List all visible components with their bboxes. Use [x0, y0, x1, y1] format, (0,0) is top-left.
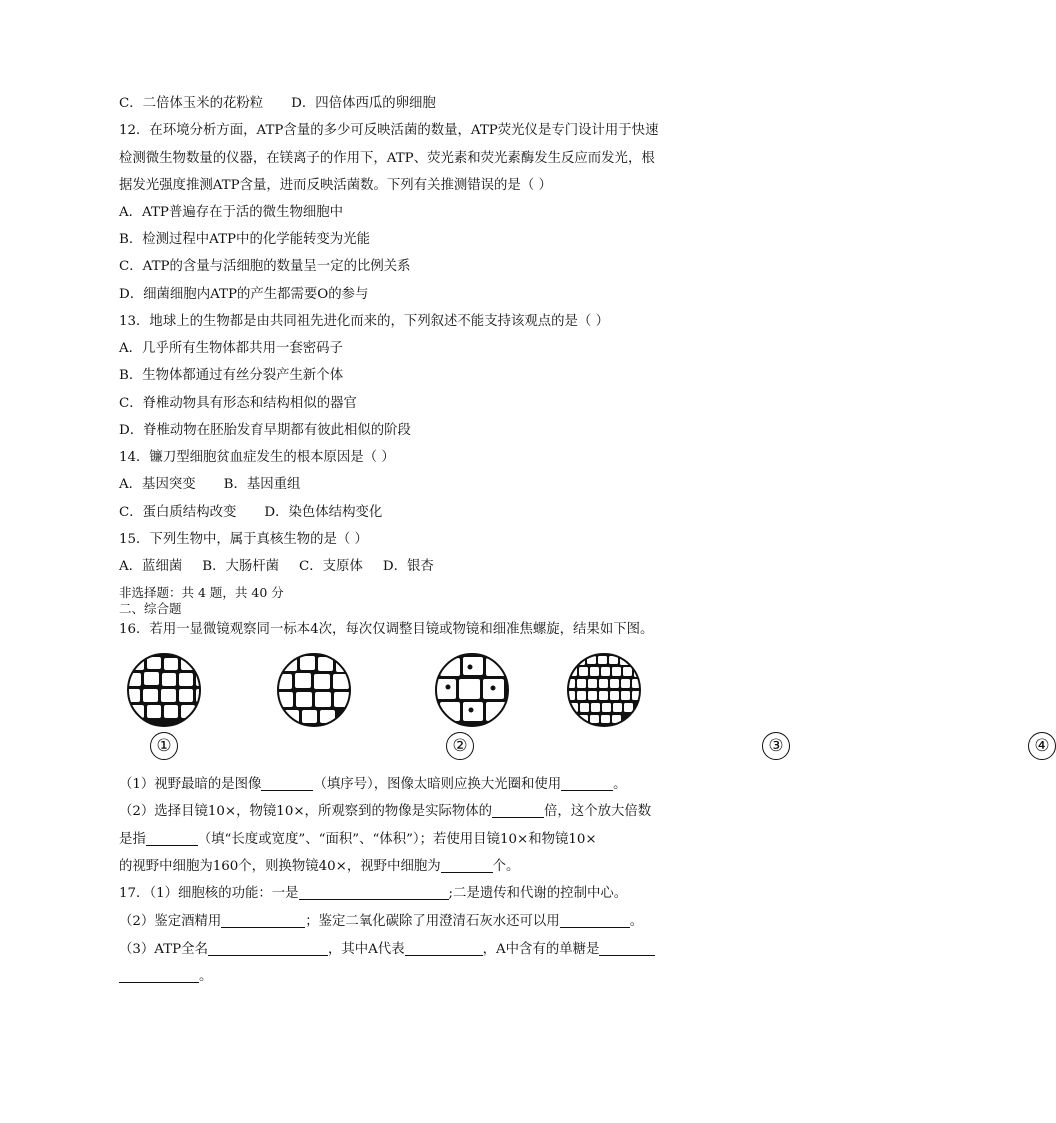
q12-stem-line-2: 检测微生物数量的仪器，在镁离子的作用下，ATP、荧光素和荧光素酶发生反应而发光，根 — [119, 151, 655, 166]
section-summary: 非选择题：共 4 题，共 40 分 — [119, 585, 284, 600]
q15-option-b: B．大肠杆菌 — [202, 559, 280, 574]
q16-p2-text-b: 倍，这个放大倍数 — [544, 804, 652, 819]
q17-p2-text-b: ；鉴定二氧化碳除了用澄清石灰水还可以用 — [305, 914, 560, 929]
q16-p2-text-c: 是指 — [119, 832, 146, 847]
q12-option-b: B．检测过程中ATP中的化学能转变为光能 — [119, 232, 370, 247]
q17-p2-blank-1[interactable] — [221, 913, 305, 928]
q11-option-d: D．四倍体西瓜的卵细胞 — [291, 96, 436, 111]
q16-part-1 — [119, 776, 627, 794]
q14-stem: 14．镰刀型细胞贫血症发生的根本原因是（ ） — [119, 450, 395, 465]
q16-p1-blank-2[interactable] — [561, 776, 613, 791]
q17-p1-text-a: 17．（1）细胞核的功能：一是 — [119, 886, 299, 901]
microscope-view-3 — [426, 652, 784, 756]
q16-p2-text-f: 个。 — [492, 859, 520, 874]
q17-part-2 — [119, 913, 643, 931]
q17-p3-text-c: ，A中含有的单糖是 — [482, 942, 600, 957]
section-heading: 二、综合题 — [119, 601, 182, 616]
q17-part-3 — [119, 941, 655, 959]
q16-p2-text-d: （填“长度或宽度”、“面积”、“体积”）；若使用目镜10×和物镜10× — [197, 832, 597, 847]
q17-p3-blank-3-continued[interactable] — [119, 968, 199, 983]
q14-option-b: B．基因重组 — [223, 477, 301, 492]
q15-options — [119, 558, 434, 576]
q13-option-c: C．脊椎动物具有形态和结构相似的器官 — [119, 396, 357, 411]
q17-p3-blank-1[interactable] — [208, 941, 328, 956]
q17-p2-text-a: （2）鉴定酒精用 — [119, 914, 222, 929]
q17-p3-text-d: 。 — [199, 969, 213, 984]
q17-p1-blank[interactable] — [299, 885, 449, 900]
q13-stem: 13．地球上的生物都是由共同祖先进化而来的，下列叙述不能支持该观点的是（ ） — [119, 314, 609, 329]
q17-p1-text-b: ;二是遗传和代谢的控制中心。 — [448, 886, 628, 901]
q17-p3-text-b: ，其中A代表 — [327, 942, 405, 957]
q15-option-d: D．银杏 — [382, 559, 434, 574]
q14-options-cd — [119, 504, 382, 522]
figure-label-1: ① — [150, 732, 178, 760]
q12-option-c: C．ATP的含量与活细胞的数量呈一定的比例关系 — [119, 259, 411, 274]
q17-part-1 — [119, 885, 627, 903]
q16-p1-blank-1[interactable] — [261, 776, 313, 791]
q16-p2-text-a: （2）选择目镜10×，物镜10×，所观察到的物像是实际物体的 — [119, 804, 493, 819]
q16-p1-text-a: （1）视野最暗的是图像 — [119, 777, 262, 792]
q11-option-c: C．二倍体玉米的花粉粒 — [119, 96, 264, 111]
q15-stem: 15．下列生物中，属于真核生物的是（ ） — [119, 532, 368, 547]
q17-p2-text-c: 。 — [629, 914, 644, 929]
microscope-view-1 — [118, 652, 210, 756]
q13-option-b: B．生物体都通过有丝分裂产生新个体 — [119, 368, 344, 383]
q16-p2-blank-2[interactable] — [146, 831, 198, 846]
q14-option-a: A．基因突变 — [119, 477, 196, 492]
q13-option-d: D．脊椎动物在胚胎发育早期都有彼此相似的阶段 — [119, 423, 411, 438]
q17-p3-text-a: （3）ATP全名 — [119, 942, 208, 957]
q12-option-d: D．细菌细胞内ATP的产生都需要O的参与 — [119, 287, 369, 302]
q16-p2-blank-3[interactable] — [441, 858, 493, 873]
q16-p1-text-c: 。 — [613, 777, 627, 792]
figure-label-4: ④ — [1028, 732, 1056, 760]
figure-label-3: ③ — [762, 732, 790, 760]
q16-p2-blank-1[interactable] — [492, 803, 544, 818]
q17-p3-blank-2[interactable] — [405, 941, 483, 956]
q17-part-3-continued — [119, 968, 212, 986]
q16-part-2-line-2 — [119, 831, 597, 849]
figure-label-2: ② — [446, 732, 474, 760]
q12-stem-line-1: 12．在环境分析方面，ATP含量的多少可反映活菌的数量，ATP荧光仪是专门设计用于快速 — [119, 123, 659, 138]
q15-option-c: C．支原体 — [299, 559, 363, 574]
q16-p1-text-b: （填序号），图像太暗则应换大光圈和使用 — [313, 777, 562, 792]
microscope-view-4 — [558, 652, 1050, 756]
q16-stem: 16．若用一显微镜观察同一标本4次，每次仅调整目镜或物镜和细准焦螺旋，结果如下图。 — [119, 622, 654, 637]
q13-option-a: A．几乎所有生物体都共用一套密码子 — [119, 341, 343, 356]
q12-stem-line-3: 据发光强度推测ATP含量，进而反映活菌数。下列有关推测错误的是（ ） — [119, 178, 552, 193]
q17-p3-blank-3[interactable] — [599, 941, 655, 956]
q16-p2-text-e: 的视野中细胞为160个，则换物镜40×，视野中细胞为 — [119, 859, 441, 874]
q14-option-d: D．染色体结构变化 — [264, 505, 383, 520]
microscope-figures — [118, 652, 1050, 764]
microscope-view-2 — [268, 652, 468, 756]
q15-option-a: A．蓝细菌 — [119, 559, 183, 574]
q16-part-2-line-1 — [119, 803, 651, 821]
q14-option-c: C．蛋白质结构改变 — [119, 505, 237, 520]
q12-option-a: A．ATP普遍存在于活的微生物细胞中 — [119, 205, 344, 220]
q11-options-cd — [119, 95, 436, 113]
q16-part-2-line-3 — [119, 858, 519, 876]
q17-p2-blank-2[interactable] — [560, 913, 630, 928]
q14-options-ab — [119, 476, 300, 494]
